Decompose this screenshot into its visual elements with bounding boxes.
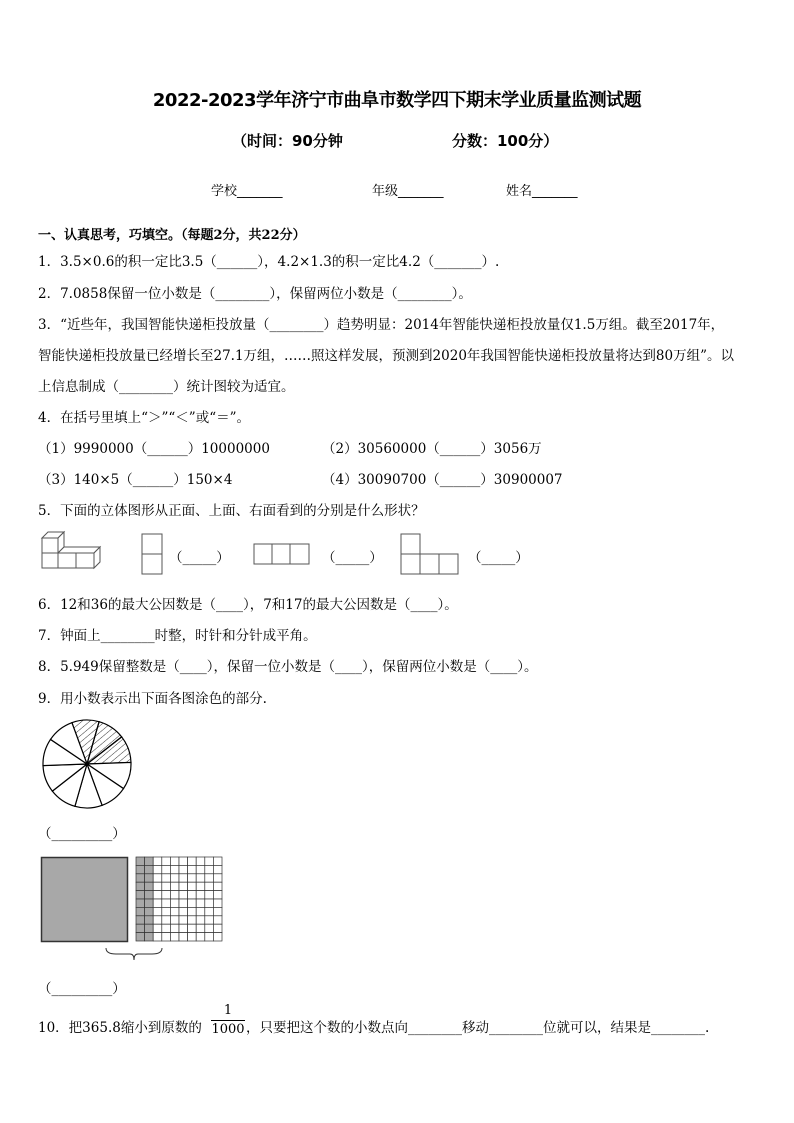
grid-cell (188, 874, 197, 882)
grid-cell (213, 933, 222, 941)
grid-cell (205, 907, 214, 915)
solid-figure (38, 530, 104, 578)
fraction-numerator: 1 (223, 1003, 233, 1018)
grid-cell (136, 924, 145, 932)
grid-cell (179, 865, 188, 873)
grid-cell (136, 916, 145, 924)
shaded-square-figure (40, 856, 130, 944)
grid-cell (188, 924, 197, 932)
grid-cell (179, 882, 188, 890)
grid-cell (162, 891, 171, 899)
grid-cell (196, 933, 205, 941)
grid-cell (136, 874, 145, 882)
grid-cell (213, 891, 222, 899)
grid-cell (188, 857, 197, 865)
grid-cell (162, 857, 171, 865)
grid-cell (136, 882, 145, 890)
grid-cell (170, 865, 179, 873)
grid-cell (153, 924, 162, 932)
grid-cell (136, 865, 145, 873)
grid-cell (162, 933, 171, 941)
grid-cell (136, 891, 145, 899)
grid-cell (196, 891, 205, 899)
grid-cell (145, 882, 154, 890)
question-1: 1．3.5×0.6的积一定比3.5（______），4.2×1.3的积一定比4.2（_______）. (38, 254, 500, 270)
grid-cell (170, 933, 179, 941)
grid-cell (213, 899, 222, 907)
shaded-circle-figure (40, 717, 134, 811)
grid-cell (136, 933, 145, 941)
page-title: 2022-2023学年济宁市曲阜市数学四下期末学业质量监测试题 (152, 90, 642, 111)
question-5: 5．下面的立体图形从正面、上面、右面看到的分别是什么形状？ (38, 503, 425, 519)
grid-cell (162, 882, 171, 890)
question-3-line-1: 3．“近些年，我国智能快递柜投放量（________）趋势明显：2014年智能快递柜投放量仅1.5万组。截至2017年， (38, 317, 725, 333)
grid-cell (136, 857, 145, 865)
grid-cell (153, 907, 162, 915)
grid-cell (145, 907, 154, 915)
grid-cell (213, 874, 222, 882)
grid-cell (196, 907, 205, 915)
grid-cell (179, 933, 188, 941)
grid-cell (170, 916, 179, 924)
grid-cell (179, 899, 188, 907)
grid-cell (205, 865, 214, 873)
grid-cell (162, 924, 171, 932)
question-8: 8．5.949保留整数是（____），保留一位小数是（____），保留两位小数是（____）。 (38, 659, 538, 675)
grid-cell (153, 916, 162, 924)
grid-cell (162, 916, 171, 924)
section-heading: 一、认真思考，巧填空。（每题2分，共22分） (38, 228, 306, 243)
view-1-answer-blank[interactable]: （_____） (169, 550, 230, 566)
grid-cell (153, 882, 162, 890)
grid-cell (170, 899, 179, 907)
grid-cell (188, 882, 197, 890)
grid-answer-blank[interactable]: （_________） (38, 981, 126, 997)
grid-cell (205, 899, 214, 907)
grid-cell (213, 865, 222, 873)
grid-cell (196, 916, 205, 924)
school-field: 学校_______ (211, 184, 283, 199)
grid-cell (205, 933, 214, 941)
grid-cell (153, 891, 162, 899)
question-4-part-4: （4）30090700（______）30900007 (322, 472, 563, 488)
grid-cell (162, 865, 171, 873)
question-10-prefix: 10．把365.8缩小到原数的 (38, 1020, 202, 1036)
question-6: 6．12和36的最大公因数是（____），7和17的最大公因数是（____）。 (38, 597, 458, 613)
grid-cell (196, 857, 205, 865)
grid-cell (188, 933, 197, 941)
grid-cell (170, 857, 179, 865)
circle-answer-blank[interactable]: （_________） (38, 826, 126, 842)
grid-cell (188, 916, 197, 924)
question-4: 4．在括号里填上“＞”“＜”或“＝”。 (38, 410, 250, 426)
question-4-part-3: （3）140×5（______）150×4 (38, 472, 233, 488)
view-figure-2 (253, 543, 311, 565)
view-figure-1 (141, 533, 163, 575)
grid-cell (205, 857, 214, 865)
view-3-answer-blank[interactable]: （_____） (468, 550, 529, 566)
question-3-line-3: 上信息制成（________）统计图较为适宜。 (38, 379, 295, 395)
grid-cell (205, 891, 214, 899)
grid-cell (205, 924, 214, 932)
exam-score: 分数：100分） (452, 132, 559, 150)
brace-icon (104, 946, 164, 962)
grid-cell (196, 865, 205, 873)
fraction-denominator: 1000 (211, 1022, 245, 1037)
grid-cell (162, 907, 171, 915)
grid-cell (188, 891, 197, 899)
grid-cell (188, 907, 197, 915)
grid-cell (162, 874, 171, 882)
grid-cell (136, 899, 145, 907)
grid-cell (196, 874, 205, 882)
grid-cell (213, 882, 222, 890)
grid-cell (170, 874, 179, 882)
grid-cell (153, 899, 162, 907)
hundred-grid-figure (135, 856, 225, 944)
grid-cell (153, 874, 162, 882)
grid-cell (196, 924, 205, 932)
grid-cell (145, 899, 154, 907)
grid-cell (213, 857, 222, 865)
grid-cell (196, 882, 205, 890)
exam-time: （时间：90分钟 (232, 132, 343, 150)
grid-cell (179, 874, 188, 882)
grid-cell (170, 924, 179, 932)
name-field: 姓名_______ (506, 184, 578, 199)
question-4-part-2: （2）30560000（______）3056万 (322, 441, 542, 457)
question-10-suffix: ，只要把这个数的小数点向________移动________位就可以，结果是________. (246, 1020, 710, 1036)
grid-cell (145, 874, 154, 882)
grid-cell (145, 891, 154, 899)
grid-cell (170, 882, 179, 890)
grid-cell (170, 891, 179, 899)
grid-cell (136, 907, 145, 915)
grid-cell (145, 916, 154, 924)
grid-cell (179, 907, 188, 915)
question-2: 2．7.0858保留一位小数是（________），保留两位小数是（________）。 (38, 286, 472, 302)
grid-cell (213, 916, 222, 924)
grid-cell (145, 933, 154, 941)
view-2-answer-blank[interactable]: （_____） (322, 550, 383, 566)
grid-cell (205, 916, 214, 924)
grid-cell (213, 924, 222, 932)
grid-cell (145, 865, 154, 873)
grid-cell (179, 916, 188, 924)
grid-cell (170, 907, 179, 915)
grid-cell (145, 857, 154, 865)
grid-cell (179, 891, 188, 899)
grid-cell (153, 857, 162, 865)
grid-cell (179, 857, 188, 865)
view-figure-3 (400, 533, 460, 575)
grid-cell (213, 907, 222, 915)
question-3-line-2: 智能快递柜投放量已经增长至27.1万组，……照这样发展，预测到2020年我国智能快递柜投放量将达到80万组”。以 (38, 348, 734, 364)
grid-cell (145, 924, 154, 932)
grade-field: 年级_______ (372, 184, 444, 199)
grid-cell (153, 865, 162, 873)
grid-cell (205, 874, 214, 882)
grid-cell (179, 924, 188, 932)
fraction-bar (211, 1020, 245, 1021)
question-9: 9．用小数表示出下面各图涂色的部分. (38, 691, 267, 707)
grid-cell (188, 865, 197, 873)
grid-cell (188, 899, 197, 907)
question-4-part-1: （1）9990000（______）10000000 (38, 441, 270, 457)
grid-cell (196, 899, 205, 907)
grid-cell (153, 933, 162, 941)
question-7: 7．钟面上________时整，时针和分针成平角。 (38, 628, 317, 644)
grid-cell (162, 899, 171, 907)
grid-cell (205, 882, 214, 890)
